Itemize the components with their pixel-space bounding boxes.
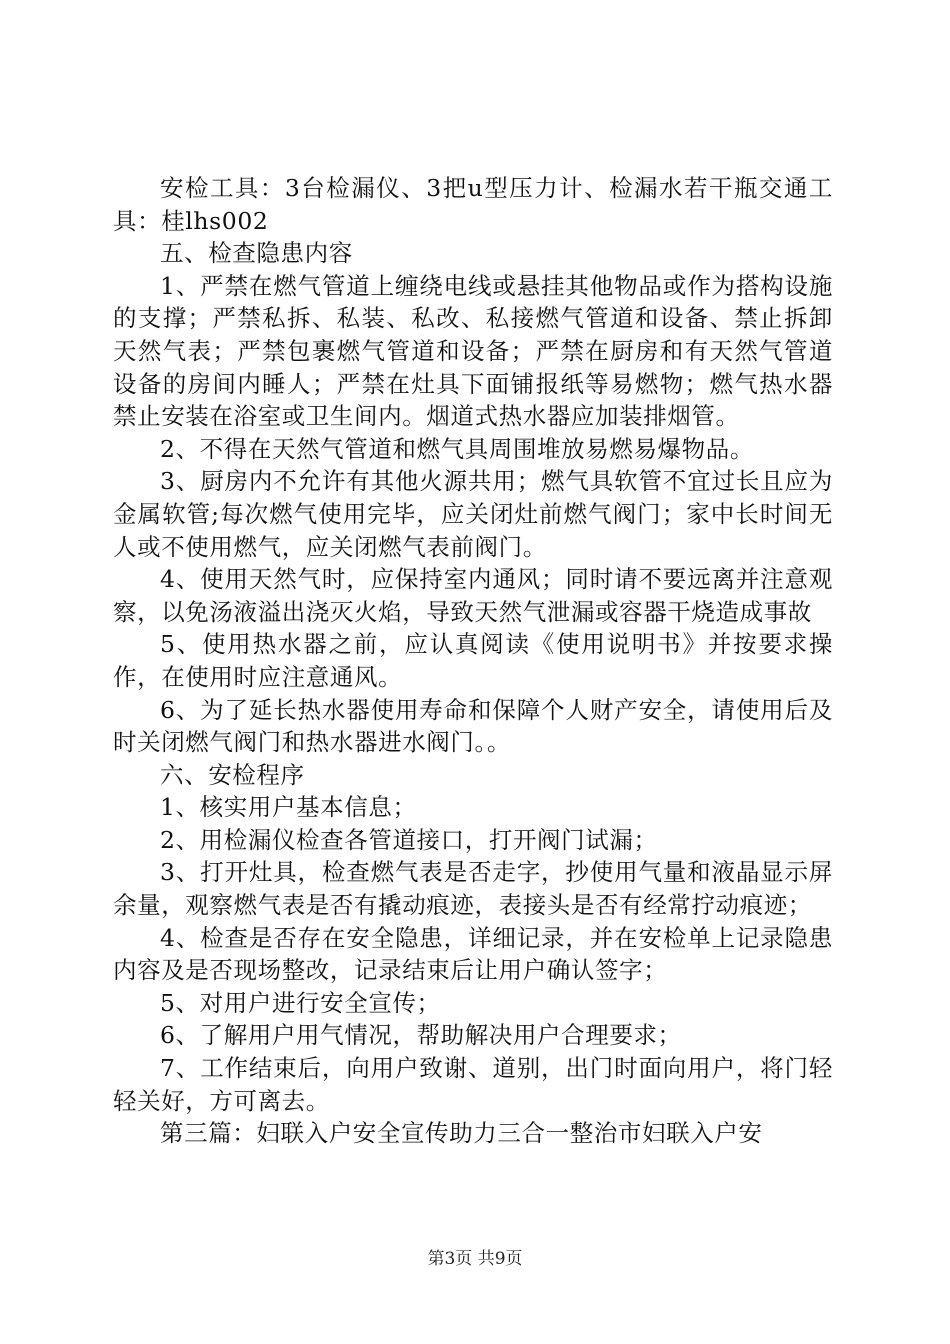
paragraph-item: 4、检查是否存在安全隐患，详细记录，并在安检单上记录隐患内容及是否现场整改，记录结束后让用户确认签字； [113, 923, 833, 985]
paragraph-item: 5、使用热水器之前，应认真阅读《使用说明书》并按要求操作，在使用时应注意通风。 [113, 630, 833, 691]
paragraph-item: 6、为了延长热水器使用寿命和保障个人财产安全，请使用后及时关闭燃气阀门和热水器进水阀门。。 [113, 695, 833, 757]
paragraph-tools: 安检工具：3台检漏仪、3把u型压力计、检漏水若干瓶交通工具：桂lhs002 [113, 174, 833, 235]
paragraph-item: 1、严禁在燃气管道上缠绕电线或悬挂其他物品或作为搭构设施的支撑；严禁私拆、私装、私改、私接燃气管道和设备、禁止拆卸天然气表；严禁包裹燃气管道和设备；严禁在厨房和有天然气管道设备的房间内睡人；严禁在灶具下面铺报纸等易燃物；燃气热水器禁止安装在浴室或卫生间内。烟道式热水器应加装排烟管。 [113, 271, 833, 431]
paragraph-item: 4、使用天然气时，应保持室内通风；同时请不要远离并注意观察，以免汤液溢出浇灭火焰，导致天然气泄漏或容器干烧造成事故 [113, 565, 833, 626]
page-number-footer: 第3页 共9页 [427, 1249, 523, 1269]
paragraph-item: 3、厨房内不允许有其他火源共用；燃气具软管不宜过长且应为金属软管;每次燃气使用完毕，应关闭灶前燃气阀门；家中长时间无人或不使用燃气，应关闭燃气表前阀门。 [113, 467, 833, 561]
paragraph-item: 5、对用户进行安全宣传； [160, 988, 441, 1017]
paragraph-item: 6、了解用户用气情况，帮助解决用户合理要求； [160, 1021, 682, 1050]
paragraph-item: 2、用检漏仪检查各管道接口，打开阀门试漏； [160, 825, 658, 854]
paragraph-item: 1、核实用户基本信息； [160, 793, 417, 822]
paragraph-item: 7、工作结束后，向用户致谢、道别，出门时面向用户，将门轻轻关好，方可离去。 [113, 1054, 833, 1115]
heading-section-6: 六、安检程序 [160, 760, 305, 789]
paragraph-item: 3、打开灶具，检查燃气表是否走字，抄使用气量和液晶显示屏余量，观察燃气表是否有撬动痕迹，表接头是否有经常拧动痕迹； [113, 858, 833, 920]
document-body [113, 172, 833, 1150]
heading-section-5: 五、检查隐患内容 [160, 239, 353, 268]
paragraph-item: 2、不得在天然气管道和燃气具周围堆放易燃易爆物品。 [160, 434, 754, 463]
heading-part-3: 第三篇：妇联入户安全宣传助力三合一整治市妇联入户安 [160, 1119, 763, 1148]
